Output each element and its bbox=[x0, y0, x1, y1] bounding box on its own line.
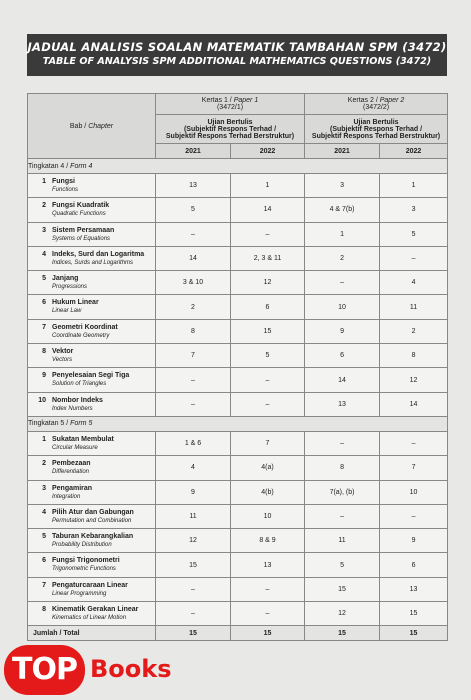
chapter-cell bbox=[28, 198, 156, 222]
chapter-name-malay: Indeks, Surd dan Logaritma bbox=[52, 250, 145, 258]
question-cell: 10 bbox=[305, 295, 380, 319]
question-cell: 15 bbox=[380, 602, 448, 626]
total-row bbox=[28, 626, 448, 641]
chapter-row bbox=[28, 602, 448, 626]
question-cell: 12 bbox=[156, 529, 231, 553]
question-cell: – bbox=[380, 431, 448, 455]
paper1-type: Ujian Bertulis (Subjektif Respons Terhad / Subjektif Respons Terhad Berstruktur) bbox=[156, 115, 305, 144]
chapter-name-malay: Sistem Persamaan bbox=[52, 226, 115, 234]
chapter-name-english: Coordinate Geometry bbox=[52, 332, 110, 339]
chapter-cell bbox=[28, 504, 156, 528]
title-banner bbox=[27, 34, 447, 76]
chapter-cell bbox=[28, 431, 156, 455]
chapter-cell bbox=[28, 602, 156, 626]
question-cell: – bbox=[380, 246, 448, 270]
question-cell: – bbox=[231, 222, 305, 246]
chapter-name-english: Solution of Triangles bbox=[52, 381, 107, 388]
logo-top-text: TOP bbox=[4, 645, 85, 695]
banner-title-malay: JADUAL ANALISIS SOALAN MATEMATIK TAMBAHAN SPM (3472) bbox=[27, 40, 447, 54]
question-cell: 13 bbox=[231, 553, 305, 577]
question-cell: 4 & 7(b) bbox=[305, 198, 380, 222]
chapter-cell bbox=[28, 271, 156, 295]
chapter-number: 7 bbox=[42, 323, 46, 331]
question-cell: – bbox=[156, 392, 231, 416]
question-cell: – bbox=[305, 504, 380, 528]
chapter-row bbox=[28, 246, 448, 270]
question-cell: 5 bbox=[380, 222, 448, 246]
question-cell: – bbox=[231, 602, 305, 626]
chapter-name-english: Integration bbox=[52, 493, 81, 500]
chapter-name-english: Trigonometric Functions bbox=[52, 566, 116, 573]
question-cell: – bbox=[305, 271, 380, 295]
question-cell: 8 bbox=[156, 319, 231, 343]
question-cell: 5 bbox=[231, 344, 305, 368]
question-cell: 4(b) bbox=[231, 480, 305, 504]
form4-rows bbox=[28, 174, 448, 417]
question-cell: 1 bbox=[380, 174, 448, 198]
chapter-number: 5 bbox=[42, 275, 46, 283]
question-cell: 6 bbox=[305, 344, 380, 368]
chapter-row bbox=[28, 319, 448, 343]
chapter-number: 8 bbox=[42, 348, 46, 356]
question-cell: 10 bbox=[231, 504, 305, 528]
chapter-row bbox=[28, 456, 448, 480]
chapter-name-english: Vectors bbox=[52, 357, 73, 364]
chapter-cell bbox=[28, 553, 156, 577]
paper2-type: Ujian Bertulis (Subjektif Respons Terhad / Subjektif Respons Terhad Berstruktur) bbox=[305, 115, 448, 144]
chapter-name-malay: Pengamiran bbox=[52, 484, 93, 492]
paper-header-row bbox=[28, 94, 448, 115]
logo-books-text: Books bbox=[90, 655, 172, 683]
chapter-cell bbox=[28, 344, 156, 368]
chapter-number: 3 bbox=[42, 484, 46, 492]
total-value: 15 bbox=[156, 626, 231, 641]
question-cell: 2, 3 & 11 bbox=[231, 246, 305, 270]
question-cell: 6 bbox=[231, 295, 305, 319]
question-cell: 11 bbox=[380, 295, 448, 319]
question-cell: – bbox=[231, 577, 305, 601]
chapter-name-english: Kinematics of Linear Motion bbox=[52, 615, 127, 622]
chapter-number: 2 bbox=[42, 460, 46, 468]
analysis-table bbox=[27, 93, 448, 641]
chapter-cell bbox=[28, 319, 156, 343]
chapter-name-malay: Vektor bbox=[52, 348, 74, 356]
chapter-row bbox=[28, 504, 448, 528]
question-cell: 15 bbox=[231, 319, 305, 343]
question-cell: 9 bbox=[305, 319, 380, 343]
question-cell: – bbox=[305, 431, 380, 455]
question-cell: 5 bbox=[305, 553, 380, 577]
question-cell: 9 bbox=[156, 480, 231, 504]
chapter-name-malay: Penyelesaian Segi Tiga bbox=[52, 372, 130, 380]
chapter-cell bbox=[28, 480, 156, 504]
chapter-number: 5 bbox=[42, 533, 46, 541]
chapter-row bbox=[28, 529, 448, 553]
question-cell: 11 bbox=[156, 504, 231, 528]
chapter-row bbox=[28, 392, 448, 416]
total-value: 15 bbox=[305, 626, 380, 641]
chapter-number: 3 bbox=[42, 226, 46, 234]
chapter-name-malay: Geometri Koordinat bbox=[52, 323, 118, 331]
question-cell: 2 bbox=[156, 295, 231, 319]
question-cell: 2 bbox=[305, 246, 380, 270]
total-label: Jumlah / Total bbox=[28, 626, 156, 641]
chapter-row bbox=[28, 480, 448, 504]
chapter-name-malay: Pembezaan bbox=[52, 460, 91, 468]
form5-rows bbox=[28, 431, 448, 625]
chapter-row bbox=[28, 295, 448, 319]
chapter-name-english: Systems of Equations bbox=[52, 235, 111, 242]
chapter-name-english: Probability Distribution bbox=[52, 542, 112, 549]
chapter-cell bbox=[28, 368, 156, 392]
question-cell: 8 & 9 bbox=[231, 529, 305, 553]
chapter-name-malay: Pilih Atur dan Gabungan bbox=[52, 508, 134, 516]
chapter-name-english: Linear Law bbox=[52, 308, 82, 315]
question-cell: 7 bbox=[156, 344, 231, 368]
question-cell: 14 bbox=[231, 198, 305, 222]
chapter-name-malay: Hukum Linear bbox=[52, 299, 99, 307]
question-cell: 7 bbox=[380, 456, 448, 480]
chapter-row bbox=[28, 222, 448, 246]
question-cell: 7(a), (b) bbox=[305, 480, 380, 504]
chapter-row bbox=[28, 198, 448, 222]
question-cell: 4 bbox=[380, 271, 448, 295]
chapter-number: 1 bbox=[42, 435, 46, 443]
chapter-name-english: Functions bbox=[52, 187, 79, 193]
question-cell: – bbox=[231, 368, 305, 392]
chapter-cell bbox=[28, 295, 156, 319]
chapter-number: 7 bbox=[42, 581, 46, 589]
question-cell: – bbox=[380, 504, 448, 528]
chapter-cell bbox=[28, 222, 156, 246]
chapter-name-english: Indices, Surds and Logarithms bbox=[52, 259, 134, 266]
chapter-number: 8 bbox=[42, 606, 46, 614]
chapter-row bbox=[28, 174, 448, 198]
question-cell: 3 & 10 bbox=[156, 271, 231, 295]
chapter-name-malay: Fungsi Trigonometri bbox=[52, 557, 120, 565]
question-cell: – bbox=[156, 222, 231, 246]
question-cell: – bbox=[156, 368, 231, 392]
chapter-name-malay: Fungsi bbox=[52, 178, 75, 185]
chapter-number: 4 bbox=[42, 508, 46, 516]
chapter-name-malay: Fungsi Kuadratik bbox=[52, 202, 110, 210]
question-cell: 15 bbox=[156, 553, 231, 577]
question-cell: 12 bbox=[231, 271, 305, 295]
chapter-row bbox=[28, 368, 448, 392]
total-value: 15 bbox=[231, 626, 305, 641]
chapter-name-english: Linear Programming bbox=[52, 590, 107, 597]
question-cell: 4 bbox=[156, 456, 231, 480]
chapter-number: 4 bbox=[42, 250, 46, 258]
total-value: 15 bbox=[380, 626, 448, 641]
chapter-cell bbox=[28, 456, 156, 480]
form5-section-row: Tingkatan 5 / Form 5 bbox=[28, 416, 448, 431]
chapter-row bbox=[28, 553, 448, 577]
year-header: 2021 bbox=[305, 144, 380, 159]
year-header: 2021 bbox=[156, 144, 231, 159]
question-cell: 12 bbox=[305, 602, 380, 626]
question-cell: – bbox=[156, 602, 231, 626]
chapter-row bbox=[28, 577, 448, 601]
form4-section-row: Tingkatan 4 / Form 4 bbox=[28, 159, 448, 174]
chapter-name-malay: Taburan Kebarangkalian bbox=[52, 533, 134, 541]
banner-title-english: TABLE OF ANALYSIS SPM ADDITIONAL MATHEMATICS QUESTIONS (3472) bbox=[42, 56, 432, 67]
question-cell: 14 bbox=[380, 392, 448, 416]
question-cell: 13 bbox=[305, 392, 380, 416]
question-cell: 8 bbox=[305, 456, 380, 480]
chapter-name-malay: Kinematik Gerakan Linear bbox=[52, 606, 139, 614]
question-cell: 14 bbox=[156, 246, 231, 270]
year-header: 2022 bbox=[231, 144, 305, 159]
question-cell: – bbox=[231, 392, 305, 416]
question-cell: 14 bbox=[305, 368, 380, 392]
chapter-name-malay: Pengaturcaraan Linear bbox=[52, 581, 128, 589]
chapter-row bbox=[28, 344, 448, 368]
question-cell: 6 bbox=[380, 553, 448, 577]
question-cell: 8 bbox=[380, 344, 448, 368]
chapter-cell bbox=[28, 174, 156, 198]
chapter-cell bbox=[28, 529, 156, 553]
year-header: 2022 bbox=[380, 144, 448, 159]
question-cell: 7 bbox=[231, 431, 305, 455]
question-cell: 1 & 6 bbox=[156, 431, 231, 455]
chapter-number: 10 bbox=[38, 396, 46, 404]
chapter-row bbox=[28, 431, 448, 455]
chapter-cell bbox=[28, 577, 156, 601]
chapter-cell bbox=[28, 246, 156, 270]
chapter-name-english: Quadratic Functions bbox=[52, 211, 106, 218]
chapter-cell bbox=[28, 392, 156, 416]
chapter-name-malay: Janjang bbox=[52, 275, 79, 283]
chapter-name-english: Differentiation bbox=[52, 469, 90, 476]
question-cell: 3 bbox=[380, 198, 448, 222]
chapter-name-english: Circular Measure bbox=[52, 444, 98, 451]
chapter-number: 9 bbox=[42, 372, 46, 380]
chapter-name-english: Progressions bbox=[52, 284, 88, 291]
question-cell: 9 bbox=[380, 529, 448, 553]
question-cell: 12 bbox=[380, 368, 448, 392]
chapter-header: Bab / Chapter bbox=[28, 94, 156, 159]
paper1-header: Kertas 1 / Paper 1 (3472/1) bbox=[156, 94, 305, 115]
chapter-number: 2 bbox=[42, 202, 46, 210]
chapter-name-english: Index Numbers bbox=[52, 405, 93, 412]
question-cell: – bbox=[156, 577, 231, 601]
question-cell: 2 bbox=[380, 319, 448, 343]
chapter-name-malay: Sukatan Membulat bbox=[52, 435, 114, 443]
question-cell: 15 bbox=[305, 577, 380, 601]
chapter-number: 6 bbox=[42, 557, 46, 565]
chapter-number: 1 bbox=[42, 178, 46, 185]
chapter-name-malay: Nombor Indeks bbox=[52, 396, 103, 404]
question-cell: 4(a) bbox=[231, 456, 305, 480]
chapter-number: 6 bbox=[42, 299, 46, 307]
question-cell: 13 bbox=[380, 577, 448, 601]
question-cell: 1 bbox=[305, 222, 380, 246]
question-cell: 10 bbox=[380, 480, 448, 504]
chapter-row bbox=[28, 271, 448, 295]
paper2-header: Kertas 2 / Paper 2 (3472/2) bbox=[305, 94, 448, 115]
question-cell: 11 bbox=[305, 529, 380, 553]
question-cell: 1 bbox=[231, 174, 305, 198]
question-cell: 5 bbox=[156, 198, 231, 222]
question-cell: 3 bbox=[305, 174, 380, 198]
question-cell: 13 bbox=[156, 174, 231, 198]
chapter-name-english: Permutation and Combination bbox=[52, 517, 132, 524]
